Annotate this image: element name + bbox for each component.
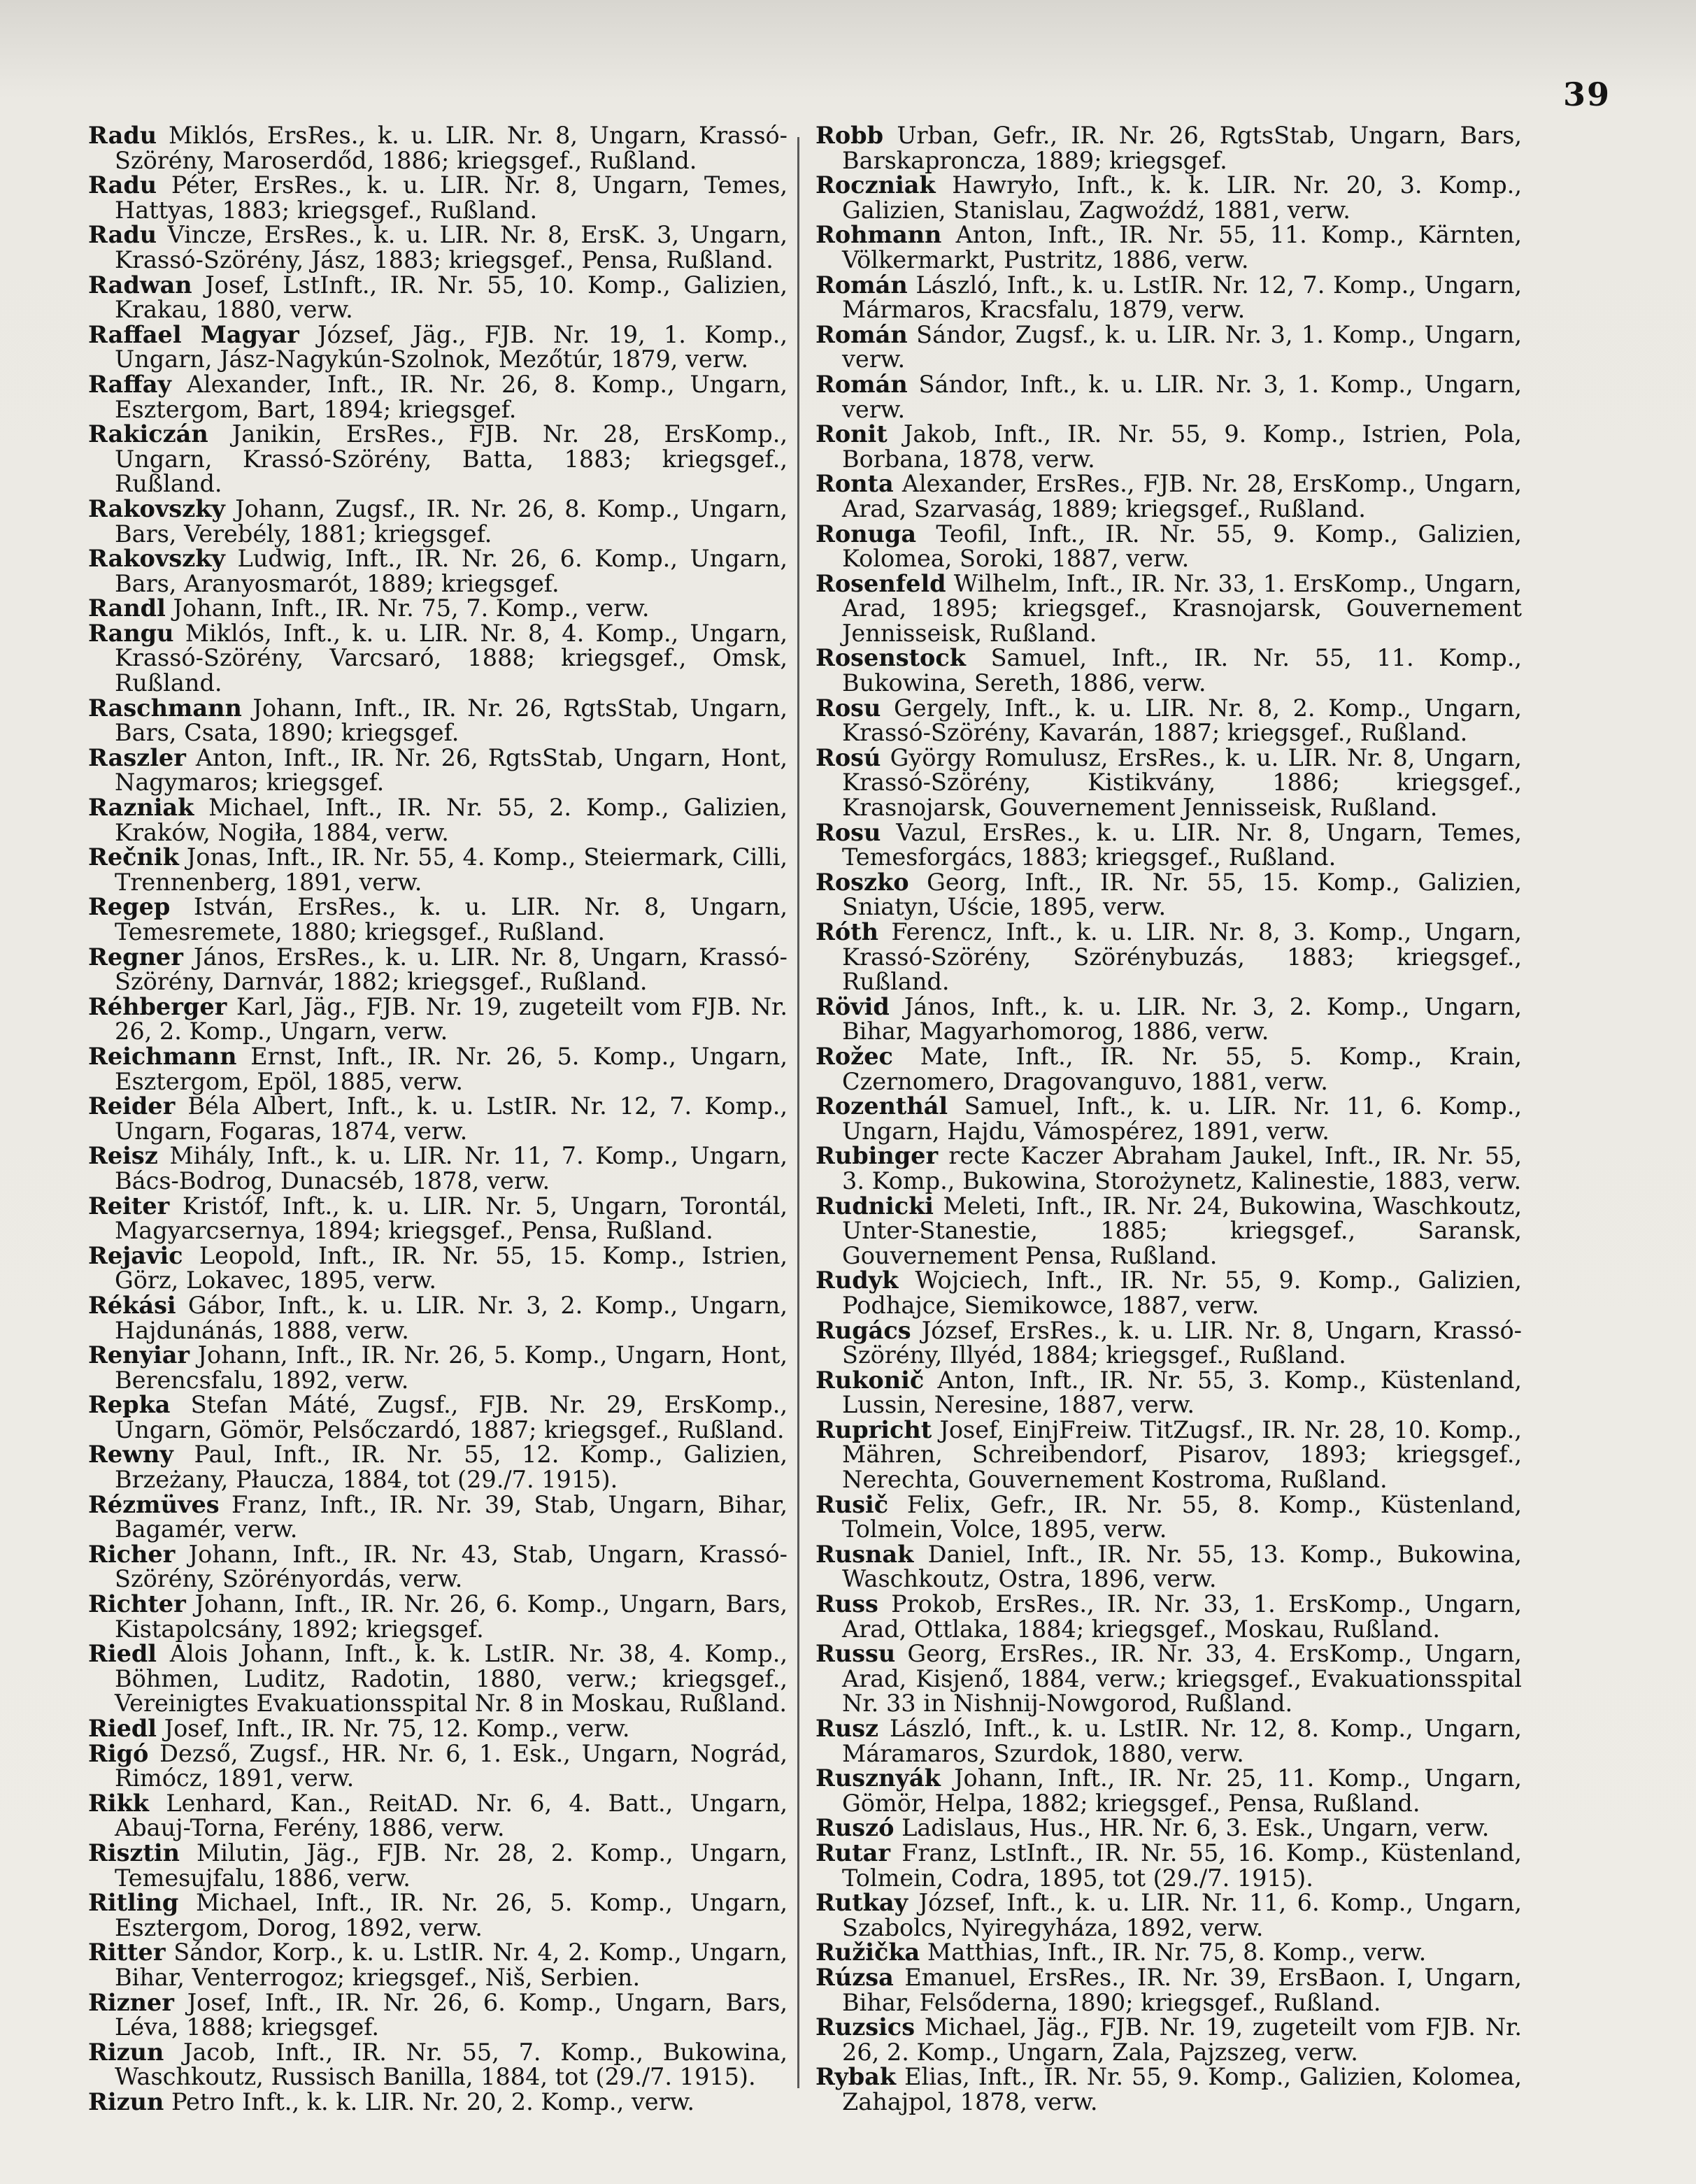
- entry-surname: Radwan: [88, 271, 192, 299]
- casualty-entry: [88, 422, 788, 497]
- casualty-entry: [815, 745, 1522, 820]
- entry-details: Elias, Inft., IR. Nr. 55, 9. Komp., Galizien, Kolomea, Zahajpol, 1878, verw.: [842, 2063, 1522, 2115]
- entry-surname: Rosu: [815, 818, 881, 846]
- entry-surname: Raschmann: [88, 694, 242, 722]
- entry-surname: Reiter: [88, 1192, 170, 1220]
- entry-surname: Richter: [88, 1590, 186, 1618]
- casualty-entry: [88, 173, 788, 222]
- entry-details: Paul, Inft., IR. Nr. 55, 12. Komp., Galizien, Brzeżany, Płaucza, 1884, tot (29./7. 1915).: [115, 1441, 788, 1494]
- entry-surname: Radu: [88, 171, 157, 199]
- entry-surname: Rusznyák: [815, 1764, 941, 1792]
- entry-surname: Román: [815, 370, 908, 398]
- entry-details: József, Jäg., FJB. Nr. 19, 1. Komp., Ungarn, Jász-Nagykún-Szolnok, Mezőtúr, 1879, verw.: [115, 320, 788, 373]
- casualty-entry: [88, 1791, 788, 1841]
- entry-details: Emanuel, ErsRes., IR. Nr. 39, ErsBaon. I, Ungarn, Bihar, Felsőderna, 1890; kriegsgef., Rußland.: [842, 1963, 1522, 2016]
- casualty-entry: [815, 1716, 1522, 1766]
- casualty-entry: [815, 1542, 1522, 1592]
- entry-surname: Ruzsics: [815, 2013, 915, 2041]
- casualty-entry: [815, 571, 1522, 646]
- casualty-entry: [815, 1094, 1522, 1143]
- entry-surname: Rupricht: [815, 1415, 932, 1443]
- entry-details: Jacob, Inft., IR. Nr. 55, 7. Komp., Bukowina, Waschkoutz, Russisch Banilla, 1884, tot (29./7. 1915).: [115, 2038, 788, 2091]
- casualty-entry: [88, 1716, 788, 1741]
- casualty-entry: [815, 1492, 1522, 1542]
- entry-details: Samuel, Inft., k. u. LIR. Nr. 11, 6. Komp., Ungarn, Hajdu, Vámospérez, 1891, verw.: [842, 1092, 1523, 1145]
- casualty-entry: [88, 1641, 788, 1716]
- right-column: [815, 123, 1522, 2115]
- entry-surname: Réhberger: [88, 992, 227, 1020]
- entry-surname: Riedl: [88, 1715, 157, 1742]
- casualty-entry: [88, 2040, 788, 2090]
- casualty-entry: [88, 1442, 788, 1492]
- casualty-entry: [88, 1243, 788, 1293]
- entry-surname: Ronit: [815, 420, 888, 448]
- entry-surname: Rakovszky: [88, 494, 225, 522]
- entry-details: Anton, Inft., IR. Nr. 55, 3. Komp., Küstenland, Lussin, Neresine, 1887, verw.: [842, 1366, 1522, 1419]
- entry-surname: Ronta: [815, 470, 894, 498]
- casualty-entry: [815, 1766, 1522, 1815]
- entry-surname: Regner: [88, 943, 183, 971]
- casualty-entry: [88, 1990, 788, 2040]
- entry-details: Sándor, Korp., k. u. LstIR. Nr. 4, 2. Komp., Ungarn, Bihar, Venterrogoz; kriegsgef., Niš, Serbien.: [115, 1939, 788, 1991]
- entry-details: Johann, Inft., IR. Nr. 26, RgtsStab, Ungarn, Bars, Csata, 1890; kriegsgef.: [115, 694, 788, 747]
- casualty-entry: [88, 596, 788, 621]
- casualty-entry: [88, 546, 788, 596]
- entry-details: Gábor, Inft., k. u. LIR. Nr. 3, 2. Komp., Ungarn, Hajdunánás, 1888, verw.: [115, 1291, 788, 1344]
- entry-surname: Raffael Magyar: [88, 320, 299, 348]
- entry-surname: Rusz: [815, 1715, 879, 1742]
- entry-details: Josef, Inft., IR. Nr. 75, 12. Komp., verw.: [164, 1715, 630, 1742]
- entry-surname: Rečnik: [88, 843, 179, 871]
- entry-surname: Rožec: [815, 1042, 893, 1070]
- casualty-entry: [815, 1194, 1522, 1269]
- casualty-entry: [815, 273, 1522, 322]
- casualty-entry: [815, 1143, 1522, 1193]
- entry-details: Ludwig, Inft., IR. Nr. 26, 6. Komp., Ungarn, Bars, Aranyosmarót, 1889; kriegsgef.: [115, 545, 788, 597]
- entry-surname: Reider: [88, 1092, 176, 1120]
- entry-surname: Rybak: [815, 2063, 897, 2091]
- entry-details: Felix, Gefr., IR. Nr. 55, 8. Komp., Küstenland, Tolmein, Volce, 1895, verw.: [842, 1490, 1522, 1543]
- casualty-entry: [815, 1415, 1522, 1494]
- entry-details: Franz, LstInft., IR. Nr. 55, 16. Komp., Küstenland, Tolmein, Codra, 1895, tot (29./7. 1915).: [842, 1839, 1522, 1892]
- casualty-entry: [815, 1044, 1522, 1094]
- entry-surname: Rudnicki: [815, 1192, 934, 1220]
- entry-details: János, Inft., k. u. LIR. Nr. 3, 2. Komp., Ungarn, Bihar, Magyarhomorog, 1886, verw.: [842, 992, 1522, 1045]
- entry-details: János, ErsRes., k. u. LIR. Nr. 8, Ungarn, Krassó-Szörény, Darnvár, 1882; kriegsgef., Rußland.: [115, 943, 788, 996]
- entry-details: Stefan Máté, Zugsf., FJB. Nr. 29, ErsKomp., Ungarn, Gömör, Pelsőczardó, 1887; kriegsgef., Rußland.: [115, 1391, 788, 1443]
- entry-details: recte Kaczer Abraham Jaukel, Inft., IR. Nr. 55, 3. Komp., Bukowina, Storożynetz, Kalinestie, 1883, verw.: [842, 1142, 1522, 1194]
- entry-details: Milutin, Jäg., FJB. Nr. 28, 2. Komp., Ungarn, Temesujfalu, 1886, verw.: [115, 1839, 788, 1892]
- casualty-entry: [88, 696, 788, 745]
- entry-surname: Rusnak: [815, 1540, 914, 1568]
- entry-details: Samuel, Inft., IR. Nr. 55, 11. Komp., Bukowina, Sereth, 1886, verw.: [842, 644, 1522, 697]
- entry-surname: Román: [815, 320, 908, 348]
- casualty-entry: [815, 1318, 1522, 1368]
- entry-details: László, Inft., k. u. LstIR. Nr. 12, 8. Komp., Ungarn, Máramaros, Szurdok, 1880, verw.: [842, 1715, 1522, 1767]
- entry-details: László, Inft., k. u. LstIR. Nr. 12, 7. Komp., Ungarn, Mármaros, Kracsfalu, 1879, verw.: [842, 271, 1523, 324]
- entry-surname: Rutkay: [815, 1889, 908, 1917]
- casualty-entry: [815, 1815, 1522, 1841]
- casualty-entry: [815, 1641, 1522, 1716]
- casualty-entry: [88, 372, 788, 422]
- entry-surname: Russu: [815, 1640, 896, 1668]
- entry-surname: Román: [815, 271, 908, 299]
- entry-surname: Repka: [88, 1391, 171, 1419]
- casualty-entry: [88, 1741, 788, 1791]
- casualty-entry: [815, 994, 1522, 1044]
- casualty-entry: [88, 123, 788, 173]
- entry-surname: Regep: [88, 893, 171, 921]
- entry-details: István, ErsRes., k. u. LIR. Nr. 8, Ungarn, Temesremete, 1880; kriegsgef., Rußland.: [115, 893, 788, 945]
- entry-details: Georg, Inft., IR. Nr. 55, 15. Komp., Galizien, Sniatyn, Uście, 1895, verw.: [842, 868, 1522, 921]
- casualty-entry: [88, 494, 788, 548]
- entry-details: Vazul, ErsRes., k. u. LIR. Nr. 8, Ungarn, Temes, Temesforgács, 1883; kriegsgef., Rußland.: [842, 818, 1523, 871]
- entry-surname: Raszler: [88, 743, 186, 771]
- entry-surname: Russ: [815, 1590, 878, 1618]
- entry-surname: Rikk: [88, 1789, 149, 1817]
- casualty-entry: [88, 1492, 788, 1542]
- entry-surname: Raffay: [88, 370, 171, 398]
- casualty-entry: [815, 920, 1522, 994]
- entry-surname: Rosenfeld: [815, 569, 946, 597]
- entry-details: Ernst, Inft., IR. Nr. 26, 5. Komp., Ungarn, Esztergom, Epöl, 1885, verw.: [115, 1042, 788, 1095]
- entry-surname: Reisz: [88, 1142, 158, 1170]
- casualty-entry: [815, 123, 1522, 173]
- entry-surname: Ritling: [88, 1889, 179, 1917]
- entry-details: Johann, Inft., IR. Nr. 25, 11. Komp., Ungarn, Gömör, Helpa, 1882; kriegsgef., Pensa, Rußland.: [842, 1764, 1522, 1817]
- entry-details: Sándor, Inft., k. u. LIR. Nr. 3, 1. Komp., Ungarn, verw.: [842, 370, 1522, 423]
- entry-details: Sándor, Zugsf., k. u. LIR. Nr. 3, 1. Komp., Ungarn, verw.: [842, 320, 1522, 373]
- casualty-entry: [815, 2064, 1522, 2114]
- entry-details: Urban, Gefr., IR. Nr. 26, RgtsStab, Ungarn, Bars, Barskapronczа, 1889; kriegsgef.: [842, 122, 1522, 174]
- entry-surname: Risztin: [88, 1839, 180, 1867]
- entry-details: Johann, Zugsf., IR. Nr. 26, 8. Komp., Ungarn, Bars, Verebély, 1881; kriegsgef.: [115, 494, 788, 548]
- entry-details: Gergely, Inft., k. u. LIR. Nr. 8, 2. Komp., Ungarn, Krassó-Szörény, Kavarán, 1887; kriegsgef., Rußland.: [842, 694, 1522, 747]
- casualty-entry: [88, 322, 788, 372]
- entry-details: Johann, Inft., IR. Nr. 26, 6. Komp., Ungarn, Bars, Kistapolcsány, 1892; kriegsgef.: [115, 1590, 788, 1643]
- page-number: 39: [1562, 76, 1611, 113]
- entry-details: Michael, Inft., IR. Nr. 26, 5. Komp., Ungarn, Esztergom, Dorog, 1892, verw.: [115, 1889, 788, 1941]
- entry-details: József, Inft., k. u. LIR. Nr. 11, 6. Komp., Ungarn, Szabolcs, Nyiregyháza, 1892, verw.: [842, 1889, 1523, 1941]
- casualty-entry: [88, 994, 788, 1044]
- casualty-entry: [815, 870, 1522, 920]
- casualty-entry: [815, 173, 1522, 222]
- casualty-entry: [815, 422, 1522, 471]
- entry-surname: Randl: [88, 594, 166, 622]
- casualty-entry: [815, 2015, 1522, 2064]
- entry-details: Johann, Inft., IR. Nr. 26, 5. Komp., Ungarn, Hont, Berencsfalu, 1892, verw.: [115, 1341, 788, 1394]
- entry-details: Alexander, Inft., IR. Nr. 26, 8. Komp., Ungarn, Esztergom, Bart, 1894; kriegsgef.: [115, 370, 788, 423]
- entry-surname: Rakiczán: [88, 420, 208, 448]
- casualty-entry: [88, 845, 788, 894]
- entry-details: Georg, ErsRes., IR. Nr. 33, 4. ErsKomp., Ungarn, Arad, Kisjenő, 1884, verw.; kriegsgef., Evakuationsspital Nr. 33 in Nishnij-Nowgorod, Rußland.: [842, 1640, 1522, 1718]
- entry-details: Kristóf, Inft., k. u. LIR. Nr. 5, Ungarn, Torontál, Magyarcsernya, 1894; kriegsgef., Pensa, Rußland.: [115, 1192, 788, 1245]
- entry-details: Ferencz, Inft., k. u. LIR. Nr. 8, 3. Komp., Ungarn, Krassó-Szörény, Szörénybuzás, 1883; kriegsgef., Rußland.: [842, 918, 1523, 996]
- entry-details: Péter, ErsRes., k. u. LIR. Nr. 8, Ungarn, Temes, Hattyas, 1883; kriegsgef., Rußland.: [115, 171, 788, 224]
- casualty-entry: [88, 1044, 788, 1094]
- casualty-entry: [88, 795, 788, 845]
- casualty-entry: [88, 1143, 788, 1193]
- entry-surname: Rizner: [88, 1988, 174, 2016]
- entry-surname: Ritter: [88, 1939, 166, 1967]
- entry-details: Miklós, Inft., k. u. LIR. Nr. 8, 4. Komp., Ungarn, Krassó-Szörény, Varcsaró, 1888; kriegsgef., Omsk, Rußland.: [115, 619, 788, 697]
- entry-details: Josef, Inft., IR. Nr. 26, 6. Komp., Ungarn, Bars, Léva, 1888; kriegsgef.: [115, 1988, 788, 2041]
- entry-surname: Ronuga: [815, 520, 917, 548]
- entry-details: Dezső, Zugsf., HR. Nr. 6, 1. Esk., Ungarn, Nográd, Rimócz, 1891, verw.: [115, 1739, 788, 1792]
- entry-surname: Renyiar: [88, 1341, 190, 1369]
- entry-details: Janikin, ErsRes., FJB. Nr. 28, ErsKomp., Ungarn, Krassó-Szörény, Batta, 1883; kriegsgef., Rußland.: [115, 420, 788, 498]
- entry-surname: Róth: [815, 918, 879, 945]
- casualty-entry: [815, 645, 1522, 695]
- entry-details: Matthias, Inft., IR. Nr. 75, 8. Komp., verw.: [927, 1939, 1427, 1967]
- entry-surname: Rézmüves: [88, 1490, 220, 1518]
- casualty-entry: [815, 372, 1522, 422]
- column-divider: [797, 137, 799, 2088]
- entry-details: Wojciech, Inft., IR. Nr. 55, 9. Komp., Galizien, Podhajce, Siemikowce, 1887, verw.: [842, 1266, 1522, 1319]
- entry-details: Prokob, ErsRes., IR. Nr. 33, 1. ErsKomp., Ungarn, Arad, Ottlaka, 1884; kriegsgef., Moskau, Rußland.: [842, 1590, 1523, 1643]
- entry-surname: Rigó: [88, 1739, 149, 1767]
- casualty-entry: [88, 745, 788, 795]
- entry-details: Alois Johann, Inft., k. k. LstIR. Nr. 38, 4. Komp., Böhmen, Luditz, Radotin, 1880, verw.; kriegsgef., Vereinigtes Evakuationsspital Nr. 8 in Moskau, Rußland.: [115, 1640, 788, 1718]
- entry-surname: Rusič: [815, 1490, 889, 1518]
- entry-details: Johann, Inft., IR. Nr. 43, Stab, Ungarn, Krassó-Szörény, Szörényordás, verw.: [115, 1540, 788, 1593]
- casualty-entry: [815, 471, 1522, 521]
- entry-surname: Rudyk: [815, 1266, 899, 1294]
- entry-details: Petro Inft., k. k. LIR. Nr. 20, 2. Komp., verw.: [171, 2087, 694, 2115]
- entry-surname: Reichmann: [88, 1042, 237, 1070]
- entry-details: Karl, Jäg., FJB. Nr. 19, zugeteilt vom FJB. Nr. 26, 2. Komp., Ungarn, verw.: [115, 992, 788, 1045]
- entry-details: Jonas, Inft., IR. Nr. 55, 4. Komp., Steiermark, Cilli, Trennenberg, 1891, verw.: [115, 843, 788, 896]
- entry-surname: Riedl: [88, 1640, 157, 1668]
- entry-surname: Rizun: [88, 2087, 164, 2115]
- casualty-entry: [88, 1343, 788, 1392]
- entry-details: Leopold, Inft., IR. Nr. 55, 15. Komp., Istrien, Görz, Lokavec, 1895, verw.: [115, 1241, 788, 1294]
- entry-details: György Romulusz, ErsRes., k. u. LIR. Nr. 8, Ungarn, Krassó-Szörény, Kistikvány, 1886; kriegsgef., Krasnojarsk, Gouvernement Jennisseisk, Rußland.: [842, 743, 1522, 822]
- left-column: [88, 123, 788, 2115]
- entry-details: Josef, EinjFreiw. TitZugsf., IR. Nr. 28, 10. Komp., Mähren, Schreibendorf, Pisarov, 1893; kriegsgef., Nerechta, Gouvernement Kostroma, Rußland.: [842, 1415, 1522, 1494]
- casualty-entry: [815, 1890, 1522, 1940]
- casualty-entry: [88, 894, 788, 944]
- entry-surname: Radu: [88, 122, 157, 149]
- entry-details: Josef, LstInft., IR. Nr. 55, 10. Komp., Galizien, Krakau, 1880, verw.: [115, 271, 788, 324]
- casualty-entry: [815, 1841, 1522, 1890]
- entry-surname: Rewny: [88, 1441, 173, 1469]
- entry-details: Michael, Jäg., FJB. Nr. 19, zugeteilt vom FJB. Nr. 26, 2. Komp., Ungarn, Zala, Pajzszeg, verw.: [842, 2013, 1522, 2066]
- casualty-entry: [815, 522, 1522, 571]
- entry-details: Anton, Inft., IR. Nr. 55, 11. Komp., Kärnten, Völkermarkt, Pustritz, 1886, verw.: [842, 221, 1522, 273]
- entry-details: Hawryło, Inft., k. k. LIR. Nr. 20, 3. Komp., Galizien, Stanislau, Zagwoźdź, 1881, verw.: [842, 171, 1522, 224]
- casualty-entry: [815, 1940, 1522, 1965]
- casualty-entry: [88, 621, 788, 696]
- entry-surname: Rohmann: [815, 221, 942, 249]
- casualty-entry: [88, 222, 788, 272]
- entry-surname: Rukonič: [815, 1366, 925, 1394]
- entry-details: Mihály, Inft., k. u. LIR. Nr. 11, 7. Komp., Ungarn, Bács-Bodrog, Dunacséb, 1878, verw.: [115, 1142, 788, 1194]
- entry-surname: Rutar: [815, 1839, 891, 1867]
- casualty-entry: [88, 1542, 788, 1592]
- casualty-entry: [88, 1841, 788, 1890]
- casualty-entry: [815, 222, 1522, 272]
- entry-details: Franz, Inft., IR. Nr. 39, Stab, Ungarn, Bihar, Bagamér, verw.: [115, 1490, 788, 1543]
- entry-surname: Rövid: [815, 992, 890, 1020]
- entry-details: Mate, Inft., IR. Nr. 55, 5. Komp., Krain, Czernomero, Dragovanguvo, 1881, verw.: [842, 1042, 1522, 1095]
- entry-surname: Rozenthál: [815, 1092, 948, 1120]
- entry-surname: Rugács: [815, 1316, 911, 1344]
- casualty-entry: [815, 820, 1522, 870]
- entry-surname: Rosu: [815, 694, 881, 722]
- entry-surname: Rejavic: [88, 1241, 183, 1269]
- casualty-entry: [815, 1268, 1522, 1318]
- entry-details: Béla Albert, Inft., k. u. LstIR. Nr. 12, 7. Komp., Ungarn, Fogaras, 1874, verw.: [115, 1092, 788, 1145]
- entry-details: Vincze, ErsRes., k. u. LIR. Nr. 8, ErsK. 3, Ungarn, Krassó-Szörény, Jász, 1883; kriegsgef., Pensa, Rußland.: [115, 221, 788, 273]
- entry-details: Alexander, ErsRes., FJB. Nr. 28, ErsKomp., Ungarn, Arad, Szarvaság, 1889; kriegsgef., Rußland.: [842, 470, 1522, 522]
- entry-surname: Rúzsa: [815, 1963, 894, 1991]
- casualty-entry: [88, 1194, 788, 1243]
- entry-surname: Rosenstock: [815, 644, 967, 672]
- casualty-entry: [88, 945, 788, 994]
- entry-surname: Ruszó: [815, 1814, 895, 1842]
- casualty-entry: [815, 322, 1522, 372]
- entry-surname: Robb: [815, 122, 884, 149]
- entry-surname: Radu: [88, 221, 157, 249]
- entry-surname: Rékási: [88, 1291, 176, 1319]
- entry-surname: Rakovszky: [88, 545, 225, 573]
- entry-surname: Rubinger: [815, 1142, 939, 1170]
- entry-surname: Ružička: [815, 1939, 920, 1967]
- casualty-entry: [88, 1940, 788, 1990]
- casualty-entry: [815, 696, 1522, 745]
- entry-details: József, ErsRes., k. u. LIR. Nr. 8, Ungarn, Krassó-Szörény, Illyéd, 1884; kriegsgef., Rußland.: [842, 1316, 1522, 1369]
- entry-surname: Roczniak: [815, 171, 936, 199]
- entry-surname: Roszko: [815, 868, 909, 896]
- entry-surname: Rizun: [88, 2038, 164, 2066]
- casualty-entry: [88, 2087, 788, 2115]
- entry-details: Teofil, Inft., IR. Nr. 55, 9. Komp., Galizien, Kolomea, Soroki, 1887, verw.: [842, 520, 1523, 573]
- casualty-entry: [88, 1293, 788, 1343]
- casualty-entry: [88, 1094, 788, 1143]
- casualty-entry: [815, 1368, 1522, 1418]
- entry-surname: Rangu: [88, 619, 174, 647]
- casualty-entry: [815, 1965, 1522, 2015]
- entry-details: Daniel, Inft., IR. Nr. 55, 13. Komp., Bukowina, Waschkoutz, Ostra, 1896, verw.: [842, 1540, 1522, 1593]
- entry-details: Michael, Inft., IR. Nr. 55, 2. Komp., Galizien, Kraków, Nogiła, 1884, verw.: [115, 794, 788, 846]
- entry-details: Meleti, Inft., IR. Nr. 24, Bukowina, Waschkoutz, Unter-Stanestie, 1885; kriegsgef., Saransk, Gouvernement Pensa, Rußland.: [842, 1192, 1522, 1269]
- entry-details: Lenhard, Kan., ReitAD. Nr. 6, 4. Batt., Ungarn, Abauj-Torna, Ferény, 1886, verw.: [115, 1789, 788, 1842]
- entry-surname: Richer: [88, 1540, 176, 1568]
- entry-details: Anton, Inft., IR. Nr. 26, RgtsStab, Ungarn, Hont, Nagymaros; kriegsgef.: [115, 743, 788, 797]
- casualty-entry: [815, 1592, 1522, 1641]
- casualty-entry: [88, 1890, 788, 1940]
- entry-surname: Rosú: [815, 743, 881, 771]
- entry-details: Ladislaus, Hus., HR. Nr. 6, 3. Esk., Ungarn, verw.: [902, 1814, 1490, 1842]
- entry-details: Miklós, ErsRes., k. u. LIR. Nr. 8, Ungarn, Krassó-Szörény, Maroserdőd, 1886; kriegsgef., Rußland.: [115, 122, 788, 174]
- entry-surname: Razniak: [88, 794, 194, 822]
- entry-details: Johann, Inft., IR. Nr. 75, 7. Komp., verw.: [173, 594, 650, 622]
- casualty-entry: [88, 273, 788, 322]
- entry-details: Wilhelm, Inft., IR. Nr. 33, 1. ErsKomp., Ungarn, Arad, 1895; kriegsgef., Krasnojarsk, Gouvernement Jennisseisk, Rußland.: [842, 569, 1522, 647]
- casualty-entry: [88, 1592, 788, 1641]
- casualty-entry: [88, 1392, 788, 1442]
- entry-details: Jakob, Inft., IR. Nr. 55, 9. Komp., Istrien, Pola, Borbana, 1878, verw.: [842, 420, 1522, 473]
